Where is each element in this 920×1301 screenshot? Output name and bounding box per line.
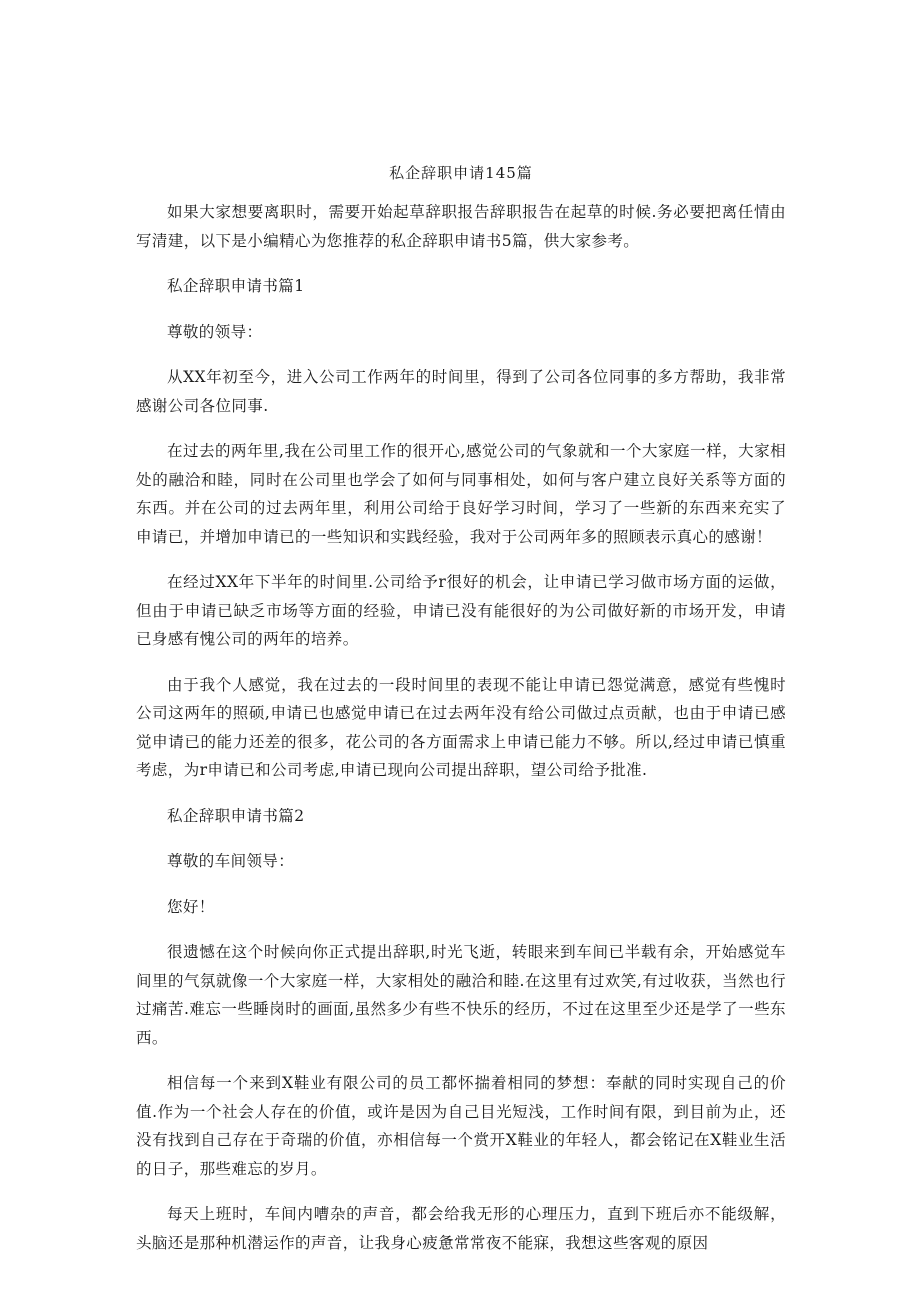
section-heading-2: 私企辞职申请书篇2 [167,806,305,825]
body-paragraph: 在过去的两年里,我在公司里工作的很开心,感觉公司的气象就和一个大家庭一样，大家相处的融洽和睦，同时在公司里也学会了如何与同事相处，如何与客户建立良好关系等方面的东西。并在公司的过去两年里，利用公司给于良好学习时间，学习了一些新的东西来充实了申请已，并增加申请已的一些知识和实践经验，我对于公司两年多的照顾表示真心的感谢！ [136,442,786,546]
greeting: 您好！ [167,897,215,916]
body-paragraph: 每天上班时，车间内嘈杂的声音，都会给我无形的心理压力，直到下班后亦不能级解，头脑还是那种机潜运作的声音，让我身心疲惫常常夜不能寐，我想这些客观的原因 [136,1205,786,1252]
body-paragraph: 在经过XX年下半年的时间里.公司给予r很好的机会，让申请已学习做市场方面的运做，但由于申请已缺乏市场等方面的经验，申请已没有能很好的为公司做好新的市场开发，申请已身感有愧公司的两年的培养。 [136,573,786,648]
body-paragraph: 由于我个人感觉，我在过去的一段时间里的表现不能让申请已怨觉满意，感觉有些愧时公司这两年的照硕,申请已也感觉申请已在过去两年没有给公司做过点贡献，也由于申请已感觉申请已的能力还差的很多，花公司的各方面需求上申请已能力不够。所以,经过申请已慎重考虑，为r申请已和公司考虑,申请已现向公司提出辞职，望公司给予批准. [136,675,786,779]
salutation-2: 尊敬的车间领导： [167,852,295,870]
body-paragraph: 相信每一个来到X鞋业有限公司的员工都怀揣着相同的梦想：奉献的同时实现自己的价值.作为一个社会人存在的价值，或许是因为自己目光短浅，工作时间有限，到目前为止，还没有找到自己存在于奇瑞的价值，亦相信每一个赏开X鞋业的年轻人，都会铭记在X鞋业生活的日子，那些难忘的岁月。 [136,1074,786,1178]
intro-paragraph: 如果大家想要离职时，需要开始起草辞职报告辞职报告在起草的时候.务必要把离任情由写清建，以下是小编精心为您推荐的私企辞职申请书5篇，供大家参考。 [136,203,786,250]
section-heading-1: 私企辞职申请书篇1 [167,277,305,295]
salutation-1: 尊敬的领导： [167,322,263,341]
document-title: 私企辞职申请145篇 [389,164,533,182]
body-paragraph: 从XX年初至今，进入公司工作两年的时间里，得到了公司各位同事的多方帮助，我非常感谢公司各位同事. [136,368,786,415]
body-paragraph: 很遗憾在这个时候向你正式提出辞职,时光飞逝，转眼来到车间已半载有余，开始感觉车间里的气氛就像一个大家庭一样，大家相处的融洽和睦.在这里有过欢笑,有过收获，当然也行过痛苦.难忘一些睡岗时的画面,虽然多少有些不快乐的经历，不过在这里至少还是学了一些东西。 [136,943,786,1047]
document-page [136,160,786,1274]
